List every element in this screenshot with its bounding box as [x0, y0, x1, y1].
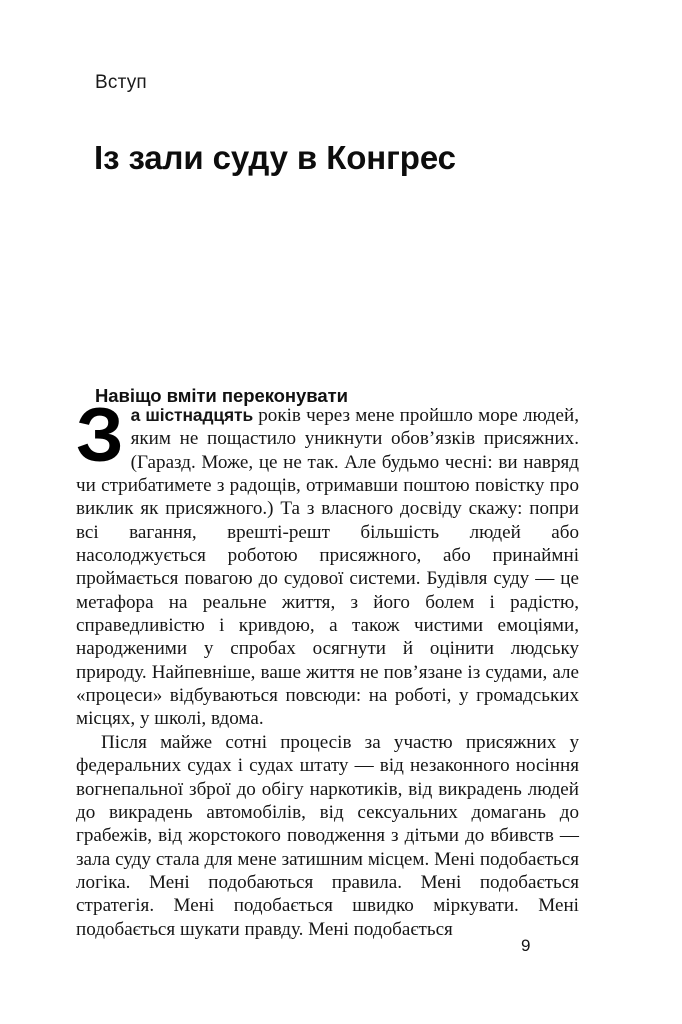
- chapter-eyebrow: Вступ: [95, 72, 147, 93]
- page-number: 9: [521, 936, 531, 955]
- page-title: Із зали суду в Конгрес: [94, 139, 456, 177]
- drop-cap: З: [76, 393, 123, 478]
- section-heading: Навіщо вміти переконувати: [95, 385, 348, 407]
- lead-in-bold-text: а шістнадцять: [130, 405, 254, 425]
- paragraph-second: Після майже сотні процесів за участю присяжних у федеральних судах і судах штату — від незаконного носіння вогнепальної зброї до обігу наркотиків, від викрадень людей до викрадень автомобілів, від сексуальних домагань до грабежів, від жорстокого поводження з дітьми до вбивств — зала суду стала для мене затишним місцем. Мені подобається логіка. Мені подобаються правила. Мені подобається стратегія. Мені подобається швидко міркувати. Мені подобається шукати правду. Мені подобається: [76, 731, 579, 940]
- paragraph-first-body: років через мене пройшло море людей, яким не пощастило уникнути обов’язків присяжних. (Гаразд. Може, це не так. Але будьмо чесні: ви навряд чи стрибатимете з радощів, отримавши поштою повістку про виклик як присяжного.) Та з власного досвіду скажу: попри всі вагання, врешті-решт більшість людей або насолоджується роботою присяжного, або принаймні проймається повагою до судової системи. Будівля суду — це метафора на реальне життя, з його болем і радістю, справедливістю і кривдою, а також чистими емоціями, народженими у спробах осягнути й оцінити людську природу. Найпевніше, ваше життя не пов’язане із судами, але «процеси» відбуваються повсюди: на роботі, у громадських місцях, у школі, вдома.: [76, 405, 579, 730]
